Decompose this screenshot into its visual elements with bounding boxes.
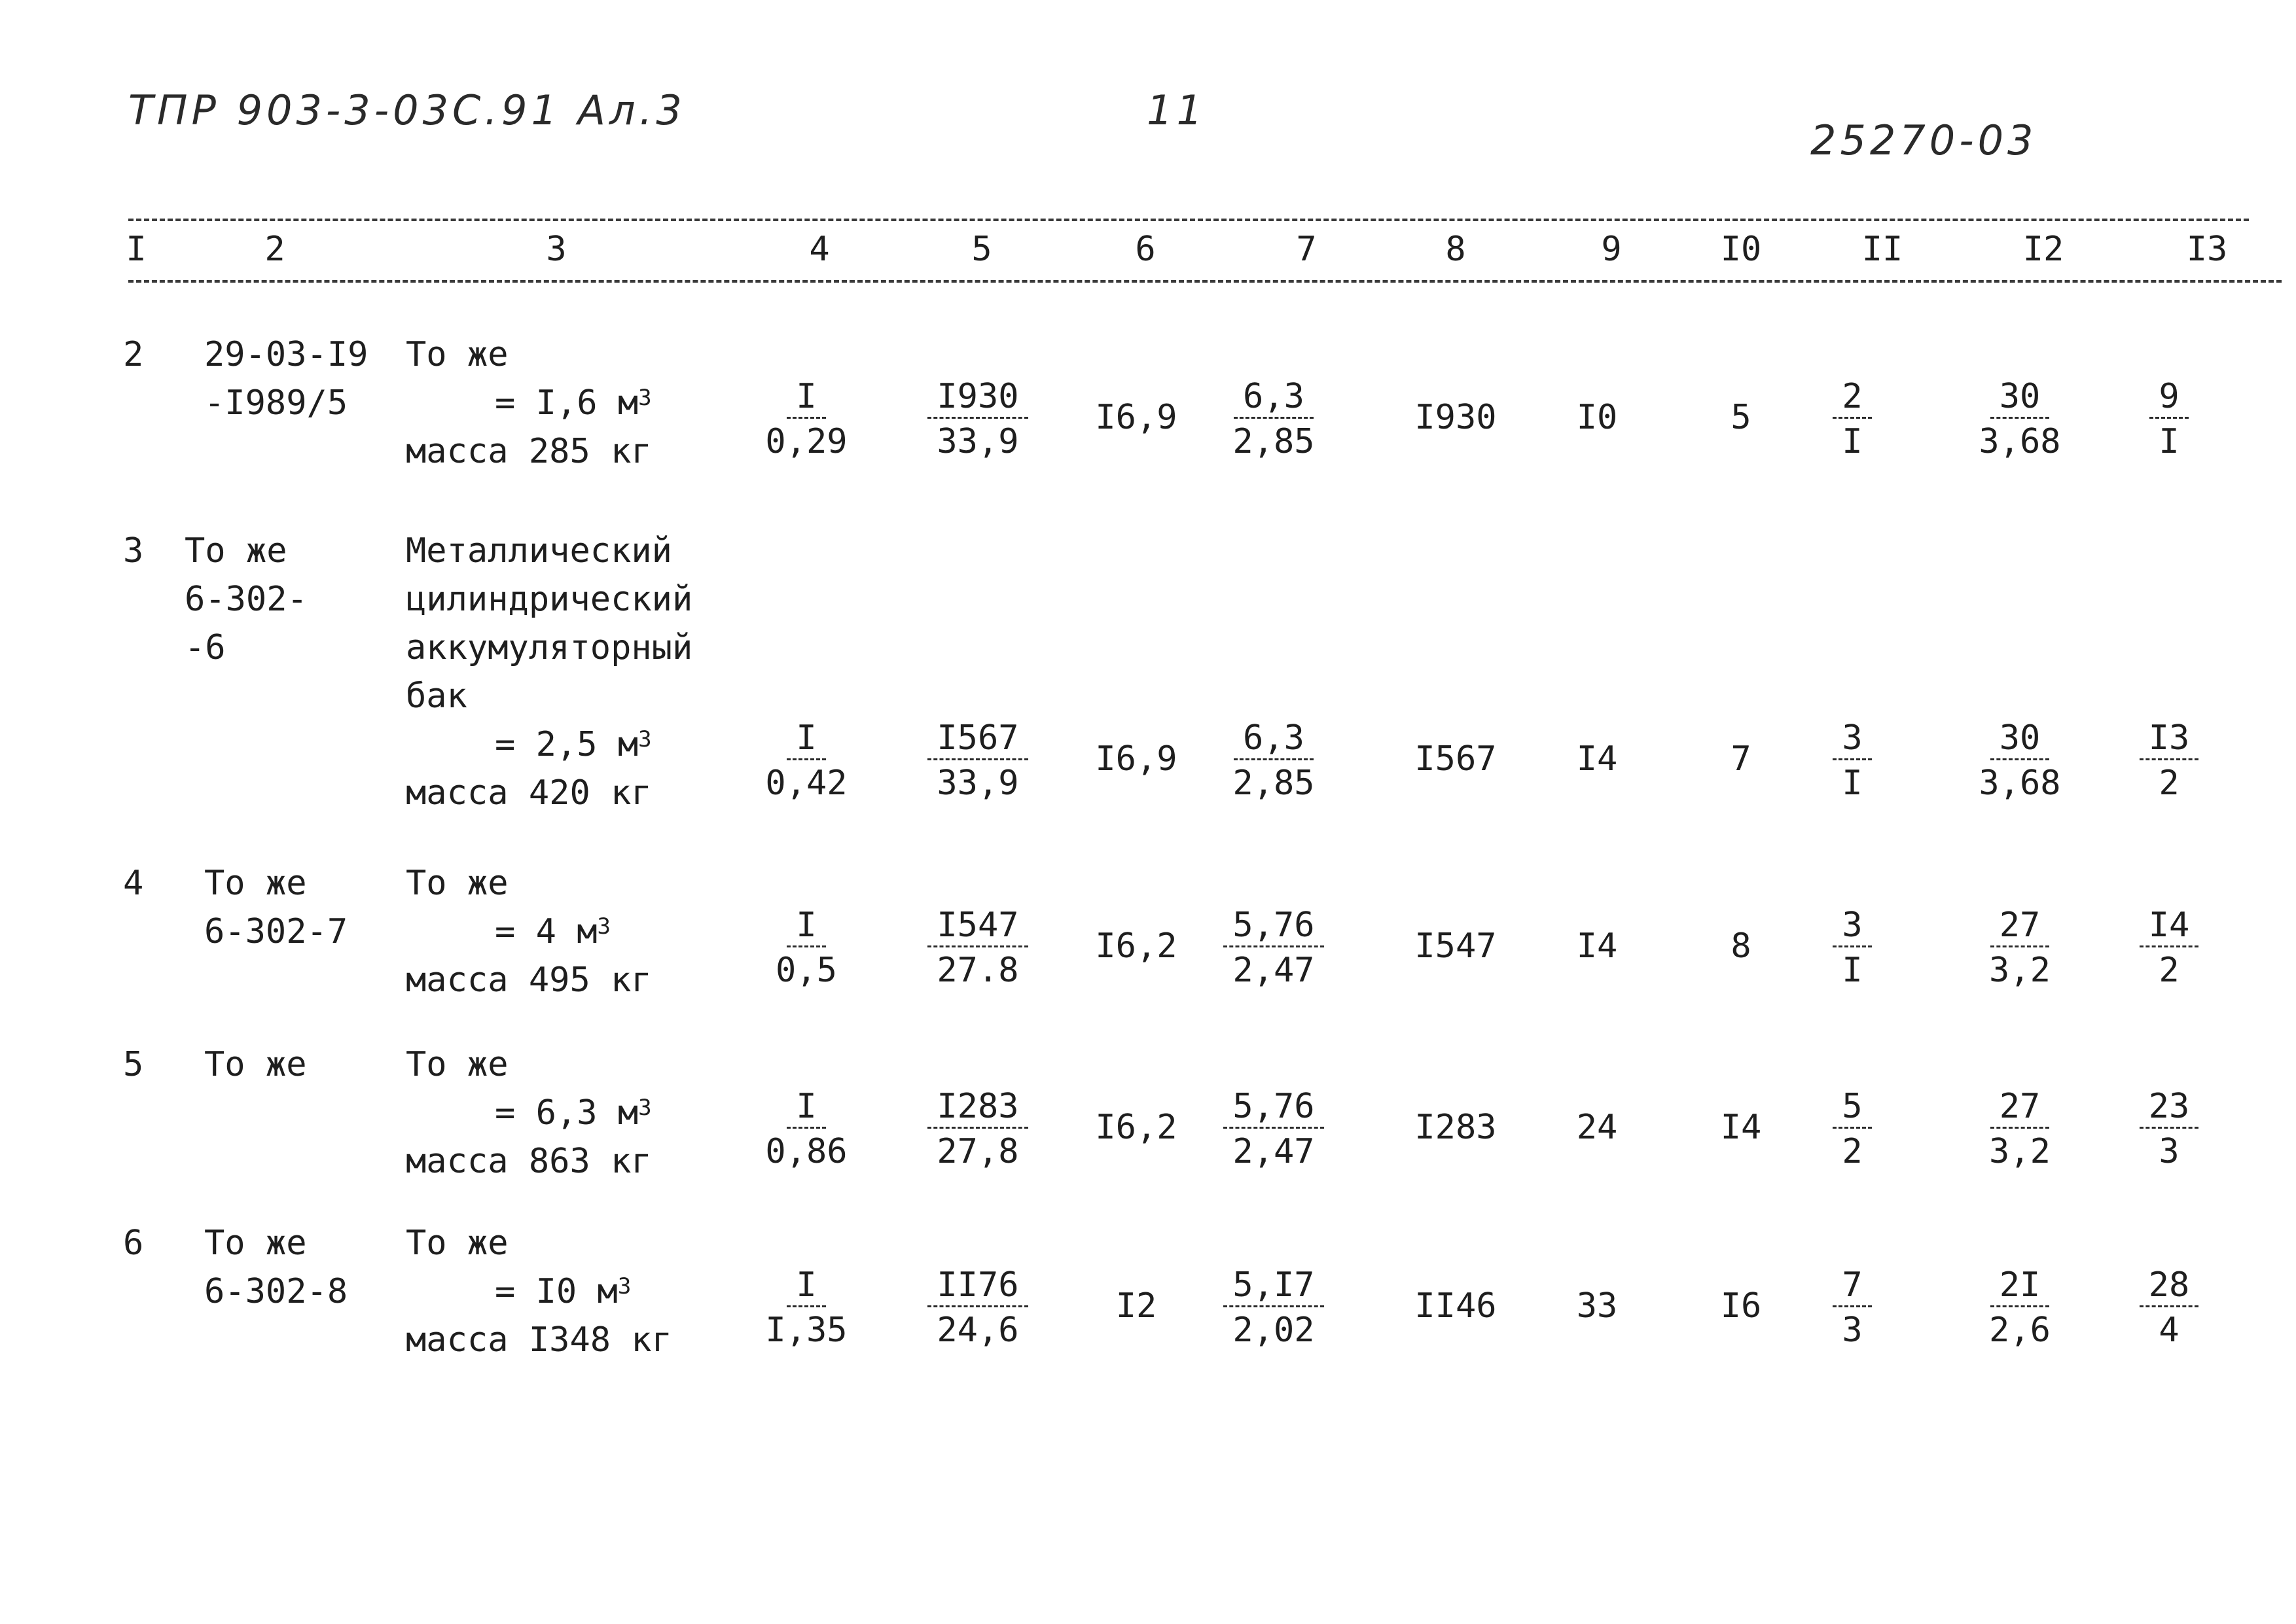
- column-header-10: I0: [1720, 230, 1762, 269]
- fraction-col-13: [2110, 1265, 2228, 1353]
- fraction-col-13-numerator: 9: [2149, 376, 2188, 419]
- fraction-col-11-numerator: 7: [1833, 1265, 1871, 1307]
- fraction-col-12-numerator: 2I: [1990, 1265, 2050, 1307]
- column-header-6: 6: [1135, 230, 1156, 269]
- page-number: 11: [1147, 86, 1206, 134]
- designation-cell: [185, 527, 308, 672]
- description-cell: [406, 527, 692, 720]
- fraction-col-11-denominator: I: [1842, 764, 1863, 803]
- cubic-superscript: 3: [617, 1273, 632, 1299]
- description-cell-line: бак: [406, 677, 467, 716]
- value-col-8: I930: [1414, 398, 1497, 437]
- column-header-11: II: [1861, 230, 1903, 269]
- cubic-superscript: 3: [638, 726, 652, 752]
- fraction-col-7: [1215, 1086, 1333, 1174]
- description-cell-line: цилиндрический: [406, 580, 693, 619]
- value-col-8: I567: [1414, 739, 1497, 779]
- value-col-9: I4: [1576, 927, 1618, 966]
- column-header-8: 8: [1445, 230, 1466, 269]
- value-col-6: I6,2: [1095, 1108, 1177, 1147]
- fraction-col-11: [1793, 905, 1911, 993]
- fraction-col-11-numerator: 3: [1833, 718, 1871, 760]
- designation-cell: [204, 859, 348, 956]
- value-col-10: I6: [1720, 1286, 1762, 1326]
- designation-cell-line: 6-302-: [185, 580, 308, 619]
- description-cell-line: То же: [406, 1224, 509, 1263]
- volume-text: = 2,5 м: [495, 725, 639, 764]
- fraction-col-5-denominator: 27.8: [937, 951, 1019, 990]
- fraction-col-12-numerator: 30: [1990, 718, 2050, 760]
- designation-cell-line: -I989/5: [204, 383, 348, 423]
- description-cell-line: То же: [406, 864, 509, 903]
- fraction-col-7-denominator: 2,47: [1232, 951, 1315, 990]
- table-header-rule: [128, 280, 2282, 283]
- fraction-col-5-numerator: I547: [927, 905, 1028, 947]
- fraction-col-5-numerator: I567: [927, 718, 1028, 760]
- fraction-col-11-numerator: 5: [1833, 1086, 1871, 1129]
- fraction-col-13-numerator: 28: [2140, 1265, 2199, 1307]
- designation-cell-line: -6: [185, 628, 226, 667]
- document-code: ТПР 903-3-03С.91 Ал.3: [128, 86, 686, 134]
- fraction-col-13-denominator: 3: [2159, 1132, 2179, 1171]
- fraction-col-5: [919, 1086, 1037, 1174]
- fraction-col-13-denominator: 2: [2159, 764, 2179, 803]
- cubic-superscript: 3: [638, 1095, 652, 1121]
- fraction-col-4-numerator: I: [787, 376, 825, 419]
- fraction-col-11: [1793, 1265, 1911, 1353]
- fraction-col-7-numerator: 5,I7: [1223, 1265, 1323, 1307]
- fraction-col-7-numerator: 6,3: [1234, 718, 1314, 760]
- fraction-col-5-numerator: I283: [927, 1086, 1028, 1129]
- designation-cell-line: 6-302-8: [204, 1272, 348, 1311]
- description-cell: [406, 859, 509, 908]
- description-cell: [406, 1040, 509, 1089]
- value-col-9: I4: [1576, 739, 1618, 779]
- fraction-col-13-numerator: I4: [2140, 905, 2199, 947]
- value-col-10: 8: [1731, 927, 1751, 966]
- designation-cell: [204, 330, 368, 427]
- table-top-rule: [128, 219, 2249, 221]
- value-col-6: I6,9: [1095, 739, 1177, 779]
- volume-text: = I,6 м: [495, 383, 639, 423]
- fraction-col-12: [1961, 718, 2079, 806]
- fraction-col-13: [2110, 718, 2228, 806]
- volume-line: [495, 1089, 652, 1137]
- fraction-col-5: [919, 376, 1037, 465]
- fraction-col-12-numerator: 27: [1990, 905, 2050, 947]
- fraction-col-12-numerator: 30: [1990, 376, 2050, 419]
- mass-line: масса 863 кг: [406, 1142, 652, 1181]
- fraction-col-5-numerator: II76: [927, 1265, 1028, 1307]
- value-col-10: 7: [1731, 739, 1751, 779]
- fraction-col-11-numerator: 3: [1833, 905, 1871, 947]
- fraction-col-5-denominator: 24,6: [937, 1311, 1019, 1350]
- fraction-col-7: [1215, 905, 1333, 993]
- designation-cell-line: То же: [185, 531, 287, 571]
- fraction-col-7-numerator: 5,76: [1223, 1086, 1323, 1129]
- fraction-col-5-denominator: 27,8: [937, 1132, 1019, 1171]
- fraction-col-11: [1793, 1086, 1911, 1174]
- mass-line: масса 495 кг: [406, 961, 652, 1000]
- fraction-col-7: [1215, 1265, 1333, 1353]
- volume-line: [495, 1267, 631, 1316]
- fraction-col-11-denominator: 2: [1842, 1132, 1863, 1171]
- value-col-8: I283: [1414, 1108, 1497, 1147]
- fraction-col-12-denominator: 3,2: [1989, 951, 2051, 990]
- volume-text: = I0 м: [495, 1272, 618, 1311]
- row-number: 6: [123, 1224, 144, 1263]
- column-header-4: 4: [809, 230, 830, 269]
- fraction-col-13: [2110, 905, 2228, 993]
- description-cell: [406, 330, 509, 379]
- fraction-col-4: [747, 1086, 865, 1174]
- fraction-col-13: [2110, 376, 2228, 465]
- mass-line: масса 420 кг: [406, 773, 652, 813]
- designation-cell: [204, 1219, 348, 1316]
- fraction-col-5: [919, 718, 1037, 806]
- row-number: 2: [123, 335, 144, 374]
- fraction-col-5: [919, 1265, 1037, 1353]
- value-col-9: 33: [1576, 1286, 1618, 1326]
- fraction-col-4-denominator: I,35: [765, 1311, 848, 1350]
- fraction-col-4: [747, 376, 865, 465]
- cubic-superscript: 3: [638, 385, 652, 411]
- row-number: 5: [123, 1045, 144, 1084]
- row-number: 4: [123, 864, 144, 903]
- designation-cell-line: То же: [204, 864, 307, 903]
- row-number: 3: [123, 531, 144, 571]
- fraction-col-7-numerator: 5,76: [1223, 905, 1323, 947]
- fraction-col-5-denominator: 33,9: [937, 422, 1019, 461]
- value-col-9: 24: [1576, 1108, 1618, 1147]
- designation-cell-line: 29-03-I9: [204, 335, 368, 374]
- fraction-col-7: [1215, 718, 1333, 806]
- fraction-col-11-denominator: 3: [1842, 1311, 1863, 1350]
- volume-text: = 6,3 м: [495, 1093, 639, 1133]
- fraction-col-5-numerator: I930: [927, 376, 1028, 419]
- description-cell: [406, 1219, 509, 1267]
- fraction-col-4-numerator: I: [787, 1086, 825, 1129]
- fraction-col-13-denominator: I: [2159, 422, 2179, 461]
- fraction-col-12: [1961, 1086, 2079, 1174]
- column-header-13: I3: [2186, 230, 2228, 269]
- fraction-col-4-denominator: 0,5: [776, 951, 837, 990]
- fraction-col-4-denominator: 0,86: [765, 1132, 848, 1171]
- volume-line: [495, 379, 652, 427]
- fraction-col-4-numerator: I: [787, 718, 825, 760]
- designation-cell-line: 6-302-7: [204, 912, 348, 951]
- value-col-6: I6,9: [1095, 398, 1177, 437]
- fraction-col-12-denominator: 2,6: [1989, 1311, 2051, 1350]
- column-header-5: 5: [971, 230, 992, 269]
- fraction-col-7: [1215, 376, 1333, 465]
- value-col-9: I0: [1576, 398, 1618, 437]
- column-header-3: 3: [546, 230, 567, 269]
- fraction-col-13-denominator: 2: [2159, 951, 2179, 990]
- fraction-col-7-denominator: 2,85: [1232, 764, 1315, 803]
- fraction-col-13: [2110, 1086, 2228, 1174]
- description-cell-line: То же: [406, 335, 509, 374]
- value-col-10: 5: [1731, 398, 1751, 437]
- column-header-7: 7: [1296, 230, 1317, 269]
- sheet-code: 25270-03: [1810, 116, 2037, 164]
- fraction-col-7-denominator: 2,47: [1232, 1132, 1315, 1171]
- fraction-col-7-denominator: 2,02: [1232, 1311, 1315, 1350]
- column-header-9: 9: [1601, 230, 1622, 269]
- column-header-2: 2: [264, 230, 285, 269]
- fraction-col-5-denominator: 33,9: [937, 764, 1019, 803]
- fraction-col-11-numerator: 2: [1833, 376, 1871, 419]
- fraction-col-12: [1961, 376, 2079, 465]
- value-col-6: I6,2: [1095, 927, 1177, 966]
- designation-cell-line: То же: [204, 1224, 307, 1263]
- value-col-10: I4: [1720, 1108, 1762, 1147]
- fraction-col-13-numerator: 23: [2140, 1086, 2199, 1129]
- description-cell-line: Металлический: [406, 531, 672, 571]
- volume-text: = 4 м: [495, 912, 598, 951]
- fraction-col-4-denominator: 0,29: [765, 422, 848, 461]
- fraction-col-11: [1793, 376, 1911, 465]
- fraction-col-7-numerator: 6,3: [1234, 376, 1314, 419]
- fraction-col-12-denominator: 3,68: [1979, 764, 2061, 803]
- fraction-col-4-denominator: 0,42: [765, 764, 848, 803]
- fraction-col-12: [1961, 1265, 2079, 1353]
- mass-line: масса I348 кг: [406, 1320, 672, 1360]
- volume-line: [495, 720, 652, 769]
- column-header-1: I: [126, 230, 147, 269]
- value-col-6: I2: [1115, 1286, 1157, 1326]
- fraction-col-11-denominator: I: [1842, 951, 1863, 990]
- description-cell-line: аккумуляторный: [406, 628, 693, 667]
- fraction-col-13-numerator: I3: [2140, 718, 2199, 760]
- designation-cell-line: То же: [204, 1045, 307, 1084]
- cubic-superscript: 3: [597, 913, 611, 940]
- designation-cell: [204, 1040, 307, 1089]
- fraction-col-11-denominator: I: [1842, 422, 1863, 461]
- fraction-col-13-denominator: 4: [2159, 1311, 2179, 1350]
- fraction-col-12-denominator: 3,2: [1989, 1132, 2051, 1171]
- fraction-col-4: [747, 905, 865, 993]
- fraction-col-12-denominator: 3,68: [1979, 422, 2061, 461]
- mass-line: масса 285 кг: [406, 432, 652, 471]
- fraction-col-5: [919, 905, 1037, 993]
- fraction-col-12-numerator: 27: [1990, 1086, 2050, 1129]
- fraction-col-4: [747, 718, 865, 806]
- fraction-col-4-numerator: I: [787, 1265, 825, 1307]
- fraction-col-11: [1793, 718, 1911, 806]
- fraction-col-7-denominator: 2,85: [1232, 422, 1315, 461]
- value-col-8: I547: [1414, 927, 1497, 966]
- value-col-8: II46: [1414, 1286, 1497, 1326]
- column-header-12: I2: [2022, 230, 2064, 269]
- fraction-col-4: [747, 1265, 865, 1353]
- fraction-col-4-numerator: I: [787, 905, 825, 947]
- volume-line: [495, 908, 611, 956]
- fraction-col-12: [1961, 905, 2079, 993]
- description-cell-line: То же: [406, 1045, 509, 1084]
